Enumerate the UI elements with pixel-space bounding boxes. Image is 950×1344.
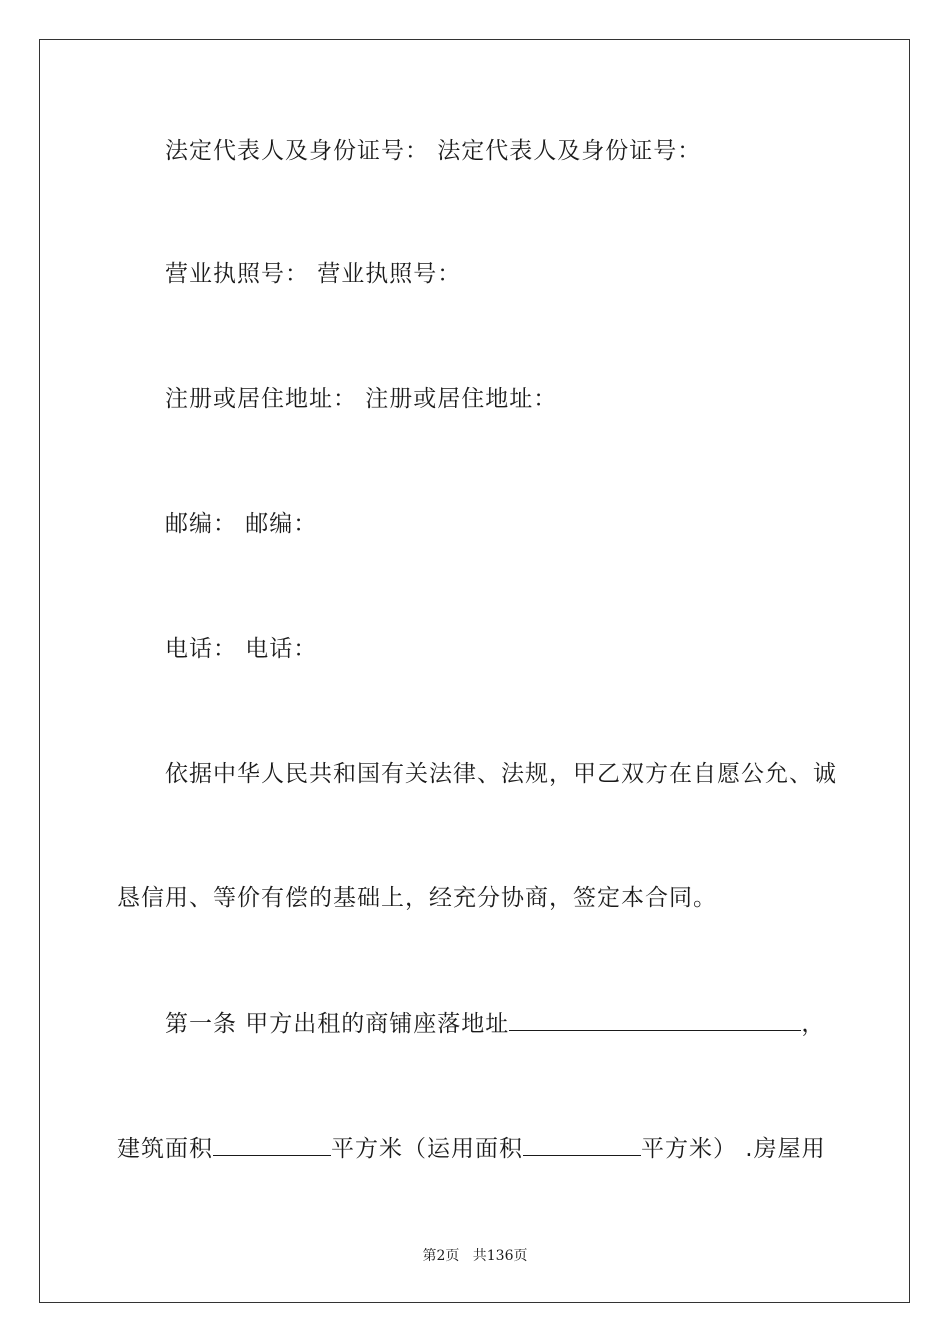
address-line: 注册或居住地址： 注册或居住地址： — [165, 386, 558, 412]
page-border — [39, 39, 910, 1303]
address-blank — [509, 1008, 801, 1031]
building-area-blank — [213, 1133, 331, 1156]
article-1-comma: ， — [801, 1011, 826, 1037]
article-1-line — [165, 1008, 825, 1039]
area-label: 建筑面积 — [117, 1136, 213, 1162]
usable-area-label: 平方米（运用面积 — [331, 1136, 523, 1162]
page-number: 第2页 — [422, 1248, 460, 1264]
article-1-text: 第一条 甲方出租的商铺座落地址 — [165, 1011, 510, 1037]
legal-rep-line: 法定代表人及身份证号： 法定代表人及身份证号： — [165, 138, 702, 164]
phone-line: 电话： 电话： — [165, 636, 318, 662]
postcode-line: 邮编： 邮编： — [165, 511, 318, 537]
business-license-line: 营业执照号： 营业执照号： — [165, 261, 462, 287]
page-total: 共136页 — [472, 1248, 528, 1264]
preamble-line-2: 恳信用、等价有偿的基础上，经充分协商，签定本合同。 — [117, 885, 717, 911]
area-line — [117, 1133, 826, 1164]
page-footer — [0, 1245, 950, 1265]
preamble-line-1: 依据中华人民共和国有关法律、法规，甲乙双方在自愿公允、诚 — [165, 761, 837, 787]
area-tail: 平方米） .房屋用 — [641, 1136, 826, 1162]
usable-area-blank — [523, 1133, 641, 1156]
